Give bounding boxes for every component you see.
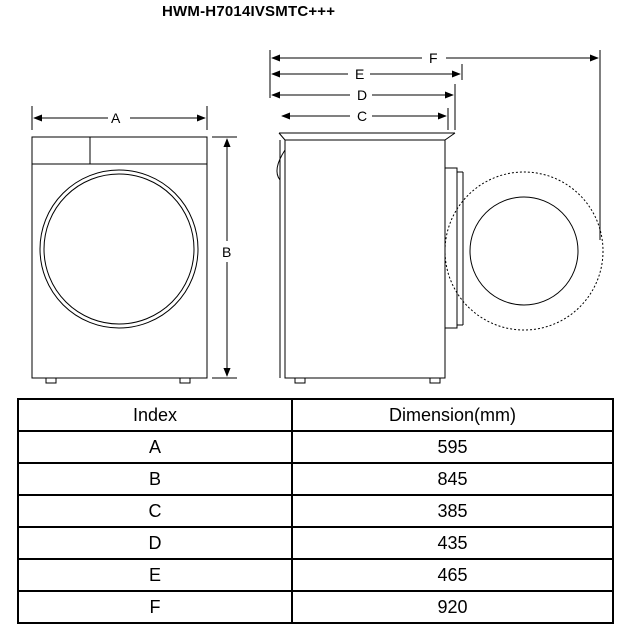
table-row	[18, 559, 613, 591]
label-c: C	[357, 108, 368, 124]
front-body	[32, 137, 207, 378]
table-header-row	[18, 399, 613, 431]
side-back-curve	[277, 150, 285, 180]
table-row	[18, 527, 613, 559]
label-e: E	[355, 66, 365, 82]
cell-dimension: 845	[292, 463, 613, 495]
cell-index: C	[18, 495, 292, 527]
door-outer	[40, 170, 198, 328]
cell-index: A	[18, 431, 292, 463]
cell-index: B	[18, 463, 292, 495]
side-body	[285, 140, 445, 378]
front-foot-right	[180, 378, 190, 383]
front-foot-left	[46, 378, 56, 383]
cell-dimension: 385	[292, 495, 613, 527]
label-d: D	[357, 87, 368, 103]
cell-index: E	[18, 559, 292, 591]
label-b: B	[222, 244, 232, 260]
door-profile	[445, 168, 457, 328]
cell-dimension: 595	[292, 431, 613, 463]
open-door-glass	[470, 197, 578, 305]
label-a: A	[111, 110, 121, 126]
side-foot-left	[295, 378, 305, 383]
table-row	[18, 591, 613, 623]
door-inner	[44, 174, 194, 324]
column-header-dimension: Dimension(mm)	[292, 399, 613, 431]
table-row	[18, 431, 613, 463]
cell-dimension: 465	[292, 559, 613, 591]
label-f: F	[429, 50, 438, 66]
side-view	[277, 133, 463, 383]
table-row	[18, 495, 613, 527]
dimension-table	[17, 398, 614, 624]
side-extension-lines	[270, 50, 600, 240]
table-row	[18, 463, 613, 495]
front-view	[32, 137, 207, 383]
open-door	[445, 172, 603, 330]
open-door-outline	[445, 172, 603, 330]
column-header-index: Index	[18, 399, 292, 431]
cell-dimension: 435	[292, 527, 613, 559]
model-title: HWM-H7014IVSMTC+++	[162, 3, 336, 20]
cell-index: F	[18, 591, 292, 623]
cell-dimension: 920	[292, 591, 613, 623]
side-foot-right	[430, 378, 440, 383]
cell-index: D	[18, 527, 292, 559]
